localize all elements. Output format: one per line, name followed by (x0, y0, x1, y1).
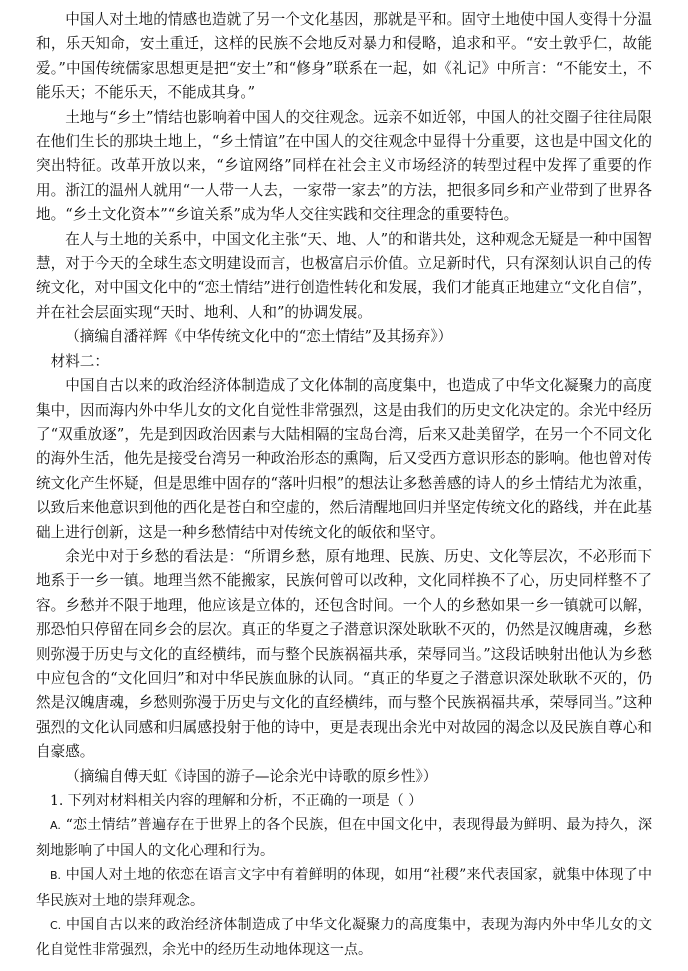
option-letter: A. (50, 819, 61, 833)
option-text: 中国自古以来的政治经济体制造成了中华文化凝聚力的高度集中，表现为海内外中华儿女的文化自觉性非常强烈，余光中的经历生动地体现这一点。 (36, 917, 653, 959)
passage2-paragraph-2: 余光中对于乡愁的看法是：“所谓乡愁，原有地理、民族、历史、文化等层次，不必形而下地系于一乡一镇。地理当然不能搬家，民族何曾可以改种，文化同样换不了心，历史同样整不了容。乡愁并不限于地理，他应该是立体的，还包含时间。一个人的乡愁如果一乡一镇就可以解，那恐怕只停留在同乡会的层次。真正的华夏之子潜意识深处耿耿不灭的，仍然是汉魄唐魂，乡愁则弥漫于历史与文化的直经横纬，而与整个民族祸福共承，荣辱同当。”这段话映射出他认为乡愁中应包含的“文化回归”和对中华民族血脉的认同。“真正的华夏之子潜意识深处耿耿不灭的，仍然是汉魄唐魂，乡愁则弥漫于历史与文化的直经横纬，而与整个民族祸福共承，荣辱同当。”这种强烈的文化认同感和归属感投射于他的诗中，更是表现出余光中对故园的渴念以及民族自尊心和自豪感。 (36, 547, 652, 761)
option-text: 中国人对土地的依恋在语言文字中有着鲜明的体现，如用“社稷”来代表国家，就集中体现了中华民族对土地的崇拜观念。 (36, 867, 653, 909)
passage1-paragraph-2: 土地与“乡土”情结也影响着中国人的交往观念。远亲不如近邻，中国人的社交圈子往往局限在他们生长的那块土地上，“乡土情谊”在中国人的交往观念中显得十分重要，这也是中国文化的突出特征。改革开放以来，“乡谊网络”同样在社会主义市场经济的转型过程中发挥了重要的作用。浙江的温州人就用“一人带一人去，一家带一家去”的方法，把很多同乡和产业带到了世界各地。“乡土文化资本”“乡谊关系”成为华人交往实践和交往理念的重要特色。 (36, 108, 652, 224)
option-text: “恋土情结”普遍存在于世界上的各个民族，但在中国文化中，表现得最为鲜明、最为持久，深刻地影响了中国人的文化心理和行为。 (36, 817, 653, 859)
passage1-paragraph-3: 在人与土地的关系中，中国文化主张“天、地、人”的和谐共处，这种观念无疑是一种中国智慧，对于今天的全球生态文明建设而言，也极富启示价值。立足新时代，只有深刻认识自己的传统文化，对中国文化中的“恋土情结”进行创造性转化和发展，我们才能真正地建立“文化自信”，并在社会层面实现“天时、地利、人和”的协调发展。 (36, 230, 652, 321)
document-page (36, 8, 652, 963)
question-option-a (36, 813, 652, 863)
passage2-paragraph-1: 中国自古以来的政治经济体制造成了文化体制的高度集中，也造成了中华文化凝聚力的高度集中，因而海内外中华儿女的文化自觉性非常强烈，这是由我们的历史文化决定的。余光中经历了“双重放逐”，先是到因政治因素与大陆相隔的宝岛台湾，后来又赴美留学，在另一个不同文化的海外生活，他先是接受台湾另一种政治形态的熏陶，后又受西方意识形态的影响。他也曾对传统文化产生怀疑，但是思维中固存的“落叶归根”的想法让多愁善感的诗人的乡土情结尤为浓重，以致后来他意识到他的西化是苍白和空虚的，然后清醒地回归并坚定传统文化的路线，并在此基础上进行创新，这是一种乡愁情结中对传统文化的皈依和坚守。 (36, 377, 652, 541)
question-option-c (36, 913, 652, 963)
question-stem: 1. 下列对材料相关内容的理解和分析，不正确的一项是（ ） (50, 793, 423, 809)
passage1-paragraph-1: 中国人对土地的情感也造就了另一个文化基因，那就是平和。固守土地使中国人变得十分温和，乐天知命，安土重迁，这样的民族不会地反对暴力和侵略，追求和平。“安土敦乎仁，故能爱。”中国传统儒家思想更是把“安土”和“修身”联系在一起，如《礼记》中所言：“不能安土，不能乐天；不能乐天，不能成其身。” (36, 11, 652, 102)
question-option-b (36, 863, 652, 913)
passage1-source: （摘编自潘祥辉《中华传统文化中的“恋土情结”及其扬弃》） (65, 328, 453, 346)
option-letter: C. (50, 919, 62, 933)
passage2-label: 材料二： (50, 352, 109, 370)
passage2-source: （摘编自傅天虹《诗国的游子—论余光中诗歌的原乡性》） (65, 767, 438, 785)
option-letter: B. (50, 869, 62, 883)
